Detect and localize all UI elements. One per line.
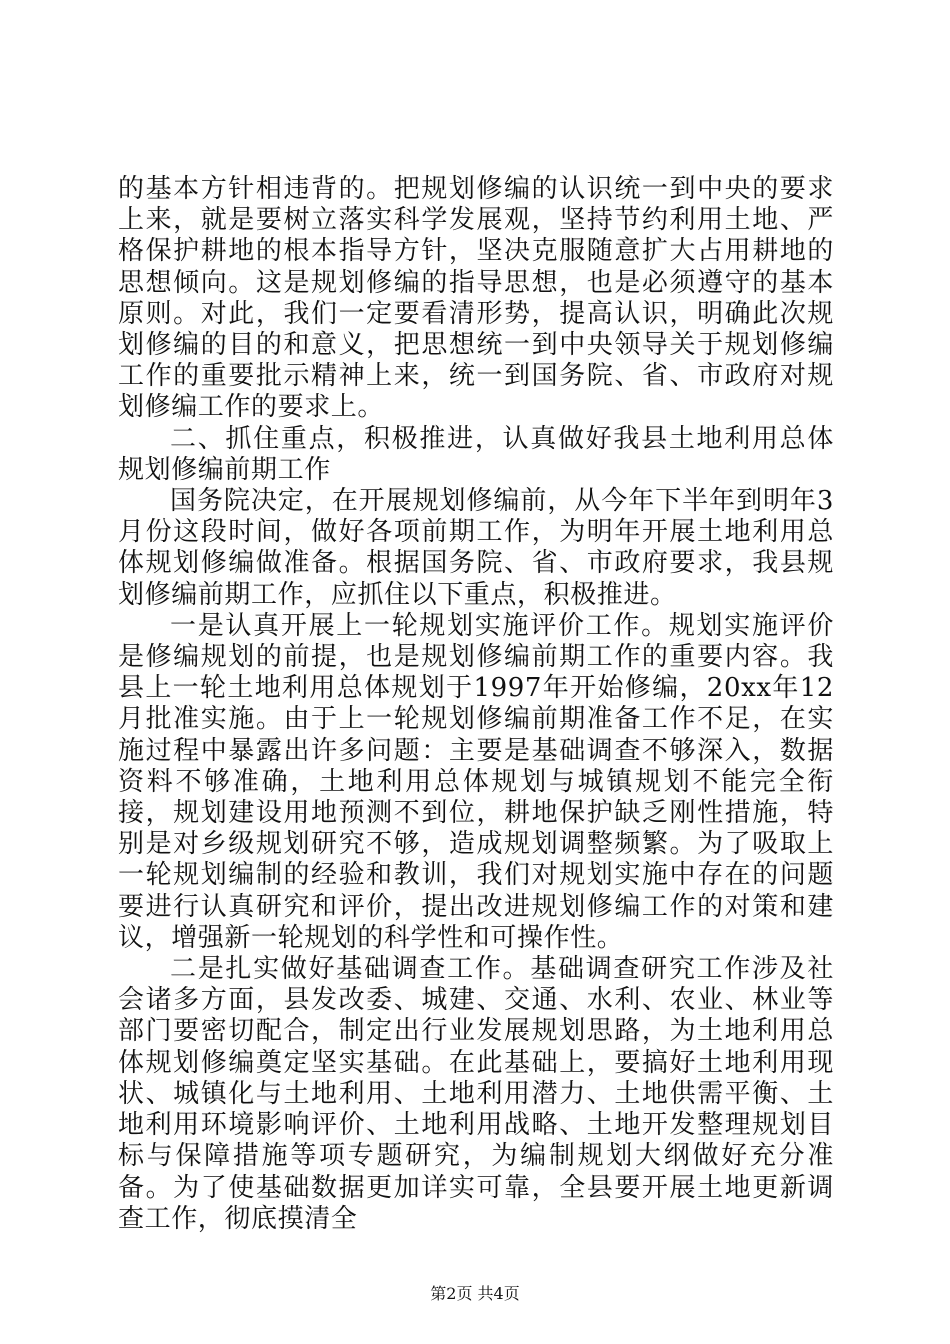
page-footer: 第2页 共4页 bbox=[430, 1284, 520, 1303]
paragraph-continuation: 的基本方针相违背的。把规划修编的认识统一到中央的要求上来，就是要树立落实科学发展观，坚持节约利用土地、严格保护耕地的根本指导方针，坚决克服随意扩大占用耕地的思想倾向。这是规划修编的指导思想，也是必须遵守的基本原则。对此，我们一定要看清形势，提高认识，明确此次规划修编的目的和意义，把思想统一到中央领导关于规划修编工作的重要批示精神上来，统一到国务院、省、市政府对规划修编工作的要求上。 bbox=[118, 174, 834, 423]
document-body bbox=[118, 174, 834, 1235]
paragraph-state-council-decision: 国务院决定，在开展规划修编前，从今年下半年到明年3月份这段时间，做好各项前期工作，为明年开展土地利用总体规划修编做准备。根据国务院、省、市政府要求，我县规划修编前期工作，应抓住以下重点，积极推进。 bbox=[118, 486, 834, 610]
paragraph-point-two: 二是扎实做好基础调查工作。基础调查研究工作涉及社会诸多方面，县发改委、城建、交通、水利、农业、林业等部门要密切配合，制定出行业发展规划思路，为土地利用总体规划修编奠定坚实基础。在此基础上，要搞好土地利用现状、城镇化与土地利用、土地利用潜力、土地供需平衡、土地利用环境影响评价、土地利用战略、土地开发整理规划目标与保障措施等项专题研究，为编制规划大纲做好充分准备。为了使基础数据更加详实可靠，全县要开展土地更新调查工作，彻底摸清全 bbox=[118, 954, 834, 1234]
section-heading: 二、抓住重点，积极推进，认真做好我县土地利用总体规划修编前期工作 bbox=[118, 423, 834, 485]
paragraph-point-one: 一是认真开展上一轮规划实施评价工作。规划实施评价是修编规划的前提，也是规划修编前期工作的重要内容。我县上一轮土地利用总体规划于1997年开始修编，20xx年12月批准实施。由于上一轮规划修编前期准备工作不足，在实施过程中暴露出许多问题：主要是基础调查不够深入，数据资料不够准确，土地利用总体规划与城镇规划不能完全衔接，规划建设用地预测不到位，耕地保护缺乏刚性措施，特别是对乡级规划研究不够，造成规划调整频繁。为了吸取上一轮规划编制的经验和教训，我们对规划实施中存在的问题要进行认真研究和评价，提出改进规划修编工作的对策和建议，增强新一轮规划的科学性和可操作性。 bbox=[118, 610, 834, 953]
